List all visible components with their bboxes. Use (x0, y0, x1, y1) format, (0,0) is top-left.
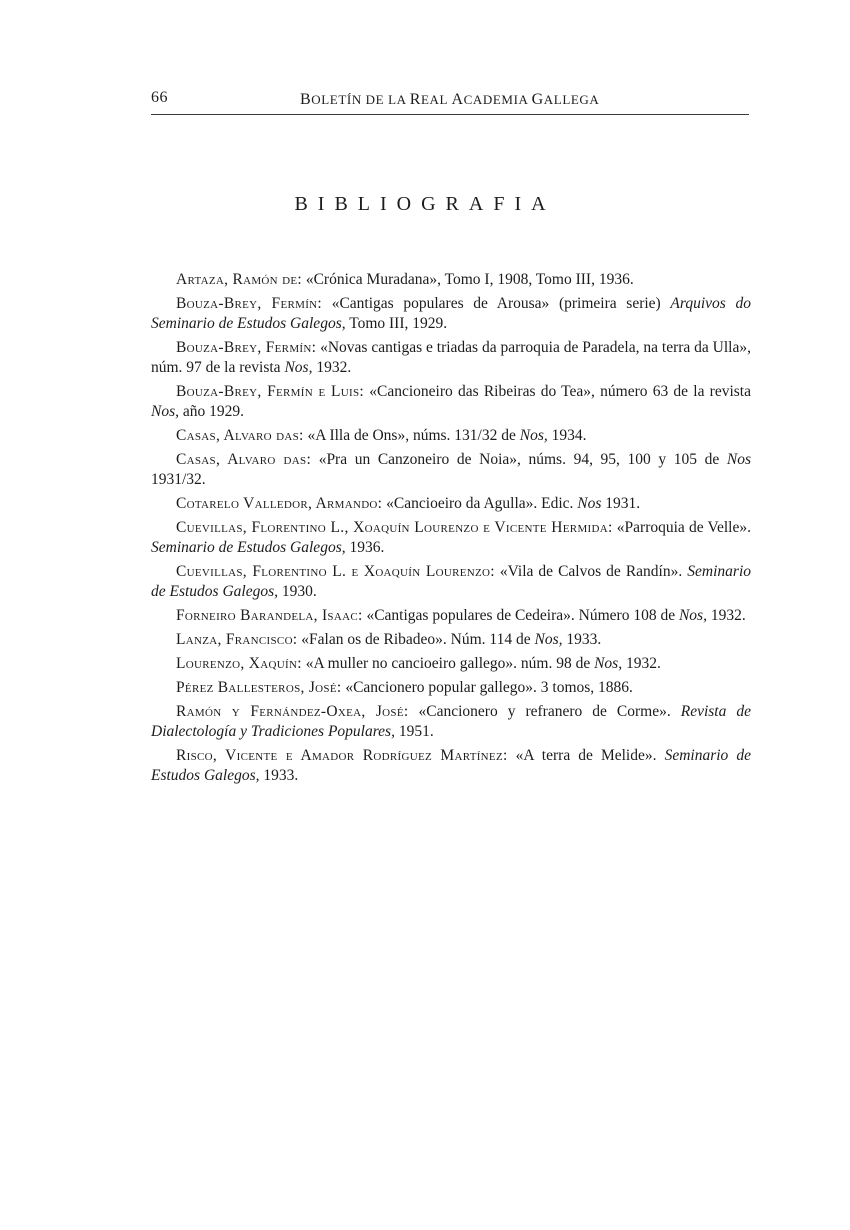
entry-text: «Novas cantigas e triadas da parroquia de Paradela, na terra da Ulla», núm. 97 de la revista (151, 339, 751, 376)
section-title: BIBLIOGRAFIA (294, 193, 556, 215)
bibliography-entry (151, 606, 751, 626)
entry-text: «Vila de Calvos de Randín». (494, 563, 688, 580)
bibliography-entry (151, 294, 751, 334)
bibliography-entry (151, 270, 751, 290)
entry-author: Risco, Vicente e Amador Rodríguez Martínez: (176, 747, 508, 764)
entry-publication: Nos, (534, 631, 563, 648)
entry-publication: Seminario de Estudos Galegos, (151, 563, 751, 600)
entry-text: «Cantigas populares de Arousa» (primeira serie) (322, 295, 671, 312)
entry-text: «Parroquia de Velle». (612, 519, 751, 536)
entry-publication: Revista de Dialectología y Tradiciones Populares, (151, 703, 751, 740)
entry-author: Bouza-Brey, Fermín: (176, 339, 317, 356)
bibliography-entry (151, 746, 751, 786)
entry-publication: Nos (726, 451, 751, 468)
entry-publication: Nos, (151, 403, 179, 420)
entry-text: «A Illa de Ons», núms. 131/32 de (303, 427, 520, 444)
page-number: 66 (151, 89, 168, 106)
entry-author: Cotarelo Valledor, Armando: (176, 495, 383, 512)
entry-text: «Cancionero y refranero de Corme». (408, 703, 681, 720)
entry-author: Cuevillas, Florentino L., Xoaquín Lourenzo e Vicente Hermida: (176, 519, 613, 536)
entry-text: «Pra un Canzoneiro de Noia», núms. 94, 95, 100 y 105 de (311, 451, 727, 468)
entry-text: 1934. (547, 427, 587, 444)
entry-author: Pérez Ballesteros, José: (176, 679, 342, 696)
entry-publication: Arquivos do Seminario de Estudos Galegos, (151, 295, 751, 332)
entry-author: Casas, Alvaro das: (176, 451, 312, 468)
entry-text: 1951. (394, 723, 434, 740)
bibliography-entry (151, 518, 751, 558)
entry-text: Tomo III, 1929. (345, 315, 448, 332)
bibliography-list (151, 270, 751, 790)
entry-text: «Cancioeiro da Agulla». Edic. (382, 495, 578, 512)
entry-author: Bouza-Brey, Fermín: (176, 295, 323, 312)
entry-publication: Nos, (678, 607, 707, 624)
entry-text: 1932. (312, 359, 352, 376)
entry-text: 1932. (706, 607, 746, 624)
bibliography-entry (151, 702, 751, 742)
entry-publication: Nos (577, 495, 602, 512)
entry-text: «Cancioneiro das Ribeiras do Tea», número 63 de la revista (364, 383, 751, 400)
entry-publication: Nos, (284, 359, 313, 376)
entry-author: Artaza, Ramón de: (176, 271, 302, 288)
entry-text: «A muller no cancioeiro gallego». núm. 98 de (301, 655, 595, 672)
running-head: BOLETÍN DE LA REAL ACADEMIA GALLEGA (300, 91, 600, 108)
bibliography-entry (151, 450, 751, 490)
entry-text: 1930. (278, 583, 317, 600)
entry-text: 1933. (562, 631, 602, 648)
entry-author: Forneiro Barandela, Isaac: (176, 607, 363, 624)
entry-author: Cuevillas, Florentino L. e Xoaquín Lourenzo: (176, 563, 495, 580)
bibliography-entry (151, 654, 751, 674)
entry-text: año 1929. (179, 403, 245, 420)
entry-text: 1936. (345, 539, 385, 556)
entry-author: Lanza, Francisco: (176, 631, 298, 648)
entry-publication: Nos, (519, 427, 548, 444)
entry-text: «Cantigas populares de Cedeira». Número 108 de (362, 607, 679, 624)
bibliography-entry (151, 338, 751, 378)
entry-publication: Nos, (594, 655, 623, 672)
header-rule (151, 114, 749, 115)
entry-text: «Crónica Muradana», Tomo I, 1908, Tomo III, 1936. (301, 271, 634, 288)
entry-text: «Cancionero popular gallego». 3 tomos, 1886. (341, 679, 633, 696)
bibliography-entry (151, 562, 751, 602)
entry-text: «Falan os de Ribadeo». Núm. 114 de (297, 631, 535, 648)
entry-text: 1932. (622, 655, 661, 672)
bibliography-entry (151, 382, 751, 422)
entry-publication: Seminario de Estudos Galegos, (151, 747, 751, 784)
entry-text: «A terra de Melide». (507, 747, 665, 764)
entry-author: Lourenzo, Xaquín: (176, 655, 302, 672)
entry-author: Casas, Alvaro das: (176, 427, 304, 444)
entry-text: 1933. (259, 767, 299, 784)
entry-author: Bouza-Brey, Fermín e Luis: (176, 383, 365, 400)
bibliography-entry (151, 678, 751, 698)
entry-publication: Seminario de Estudos Galegos, (151, 539, 346, 556)
bibliography-entry (151, 494, 751, 514)
bibliography-entry (151, 630, 751, 650)
entry-author: Ramón y Fernández-Oxea, José: (176, 703, 409, 720)
entry-text: 1931/32. (151, 471, 206, 488)
bibliography-entry (151, 426, 751, 446)
entry-text: 1931. (601, 495, 641, 512)
